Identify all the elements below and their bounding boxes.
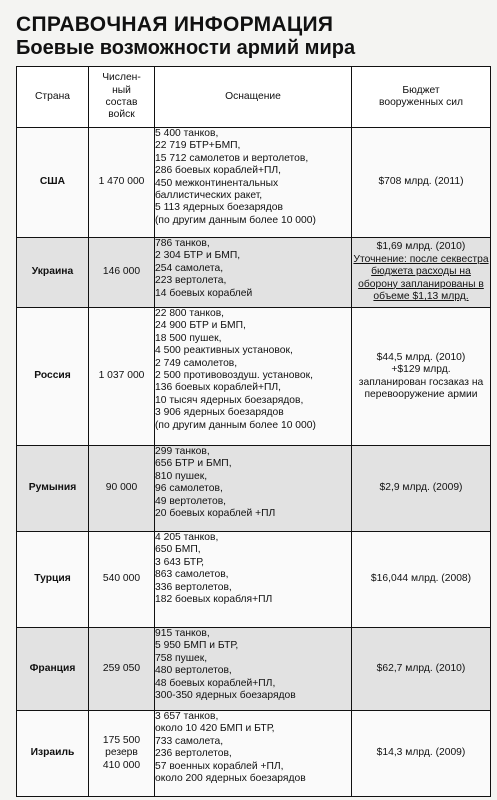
- equipment-line: 24 900 БТР и БМП,: [155, 320, 246, 332]
- equipment-line: 48 боевых кораблей+ПЛ,: [155, 677, 276, 689]
- troops-cell: [89, 711, 155, 797]
- budget-line: +$129 млрд.: [391, 364, 451, 376]
- budget-line: бюджета расходы на: [371, 266, 471, 278]
- heading: [16, 14, 486, 59]
- budget-cell: [352, 628, 491, 711]
- budget-line: $14,3 млрд. (2009): [376, 747, 466, 759]
- equipment-line: 480 вертолетов,: [155, 665, 232, 677]
- equipment-line: 182 боевых корабля+ПЛ: [155, 594, 273, 606]
- table-body: [17, 128, 491, 797]
- troops-line: резерв: [105, 747, 138, 759]
- troops-cell: [89, 532, 155, 628]
- equipment-line: 5 400 танков,: [155, 128, 219, 139]
- equipment-line: 4 205 танков,: [155, 532, 219, 543]
- troops-cell: [89, 238, 155, 308]
- equipment-line: 300-350 ядерных боезарядов: [155, 690, 296, 702]
- equipment-line: 336 вертолетов,: [155, 581, 232, 593]
- equipment-line: 733 самолета,: [155, 735, 224, 747]
- equipment-line: 3 657 танков,: [155, 711, 219, 722]
- equipment-line: 223 вертолета,: [155, 275, 227, 287]
- budget-cell: [352, 238, 491, 308]
- budget-header-line: вооруженных сил: [379, 97, 463, 108]
- equipment-cell: [155, 128, 352, 238]
- table-row: [17, 128, 491, 238]
- troops-cell: [89, 308, 155, 446]
- equipment-line: 299 танков,: [155, 446, 210, 457]
- equipment-line: 14 боевых кораблей: [155, 287, 253, 299]
- equipment-line: (по другим данным более 10 000): [155, 419, 316, 431]
- country-cell: Турция: [17, 532, 89, 628]
- troops-header-line: войск: [108, 109, 135, 121]
- country-cell: США: [17, 128, 89, 238]
- country-cell: Румыния: [17, 446, 89, 532]
- budget-line: $2,9 млрд. (2009): [379, 482, 463, 494]
- country-cell: Россия: [17, 308, 89, 446]
- section-title: СПРАВОЧНАЯ ИНФОРМАЦИЯ: [16, 13, 334, 36]
- equipment-line: около 200 ядерных боезарядов: [155, 773, 306, 785]
- troops-cell: [89, 128, 155, 238]
- col-header-budget: [352, 67, 491, 128]
- equipment-line: 136 боевых кораблей+ПЛ,: [155, 382, 282, 394]
- equipment-line: 4 500 реактивных установок,: [155, 345, 293, 357]
- budget-line: $62,7 млрд. (2010): [376, 662, 466, 674]
- country-cell: Украина: [17, 238, 89, 308]
- equipment-cell: [155, 628, 352, 711]
- equipment-line: 2 304 БТР и БМП,: [155, 250, 241, 262]
- army-table: [16, 66, 491, 797]
- troops-line: 410 000: [102, 759, 141, 771]
- equipment-line: 810 пушек,: [155, 470, 208, 482]
- equipment-line: 5 113 ядерных боезарядов: [155, 202, 283, 214]
- equipment-line: 15 712 самолетов и вертолетов,: [155, 152, 309, 164]
- budget-cell: [352, 532, 491, 628]
- table-row: [17, 628, 491, 711]
- equipment-line: 236 вертолетов,: [155, 748, 232, 760]
- troops-line: 259 050: [102, 662, 141, 674]
- equipment-line: 10 тысяч ядерных боезарядов,: [155, 394, 304, 406]
- equipment-cell: [155, 308, 352, 446]
- troops-cell: [89, 628, 155, 711]
- col-header-equipment: Оснащение: [155, 67, 352, 128]
- equipment-line: 2 500 противовоздуш. установок,: [155, 370, 313, 382]
- budget-cell: [352, 308, 491, 446]
- equipment-line: 22 719 БТР+БМП,: [155, 140, 241, 152]
- equipment-line: около 10 420 БМП и БТР,: [155, 723, 275, 735]
- troops-line: 146 000: [102, 266, 141, 278]
- equipment-line: 915 танков,: [155, 628, 210, 639]
- budget-line: перевооружение армии: [364, 388, 478, 400]
- troops-line: 540 000: [102, 573, 141, 585]
- equipment-line: 863 самолетов,: [155, 569, 229, 581]
- troops-cell: [89, 446, 155, 532]
- budget-line: $708 млрд. (2011): [378, 176, 464, 188]
- col-header-troops: [89, 67, 155, 128]
- country-cell: Франция: [17, 628, 89, 711]
- budget-cell: [352, 128, 491, 238]
- equipment-line: 3 643 БТР,: [155, 556, 204, 568]
- budget-cell: [352, 711, 491, 797]
- budget-cell: [352, 446, 491, 532]
- budget-line: запланирован госзаказ на: [358, 376, 484, 388]
- equipment-line: 20 боевых кораблей +ПЛ: [155, 508, 276, 520]
- equipment-line: 3 906 ядерных боезарядов: [155, 407, 284, 419]
- equipment-line: (по другим данным более 10 000): [155, 214, 316, 226]
- budget-header-line: Бюджет: [402, 84, 440, 96]
- troops-line: 1 470 000: [98, 176, 145, 188]
- equipment-line: 254 самолета,: [155, 262, 224, 274]
- budget-line: $1,69 млрд. (2010): [376, 241, 466, 253]
- col-header-country: Страна: [17, 67, 89, 128]
- table-header-row: [17, 67, 491, 128]
- budget-line: Уточнение: после секвестра: [353, 253, 489, 265]
- equipment-cell: [155, 711, 352, 797]
- country-cell: Израиль: [17, 711, 89, 797]
- equipment-line: 49 вертолетов,: [155, 495, 227, 507]
- equipment-cell: [155, 532, 352, 628]
- budget-line: $16,044 млрд. (2008): [370, 573, 472, 585]
- equipment-line: 786 танков,: [155, 238, 210, 249]
- table-row: [17, 308, 491, 446]
- equipment-line: 450 межконтинентальных: [155, 177, 279, 189]
- equipment-line: 2 749 самолетов,: [155, 357, 238, 369]
- troops-header-line: ный: [112, 84, 131, 96]
- budget-line: $44,5 млрд. (2010): [376, 351, 466, 363]
- equipment-line: 656 БТР и БМП,: [155, 458, 232, 470]
- table-row: [17, 532, 491, 628]
- equipment-line: 5 950 БМП и БТР,: [155, 640, 239, 652]
- budget-line: объеме $1,13 млрд.: [373, 291, 469, 303]
- equipment-line: 758 пушек,: [155, 652, 208, 664]
- equipment-line: 650 БМП,: [155, 544, 201, 556]
- equipment-line: 286 боевых кораблей+ПЛ,: [155, 165, 282, 177]
- equipment-cell: [155, 446, 352, 532]
- troops-header-line: Числен-: [102, 72, 141, 84]
- equipment-line: 22 800 танков,: [155, 308, 225, 319]
- table-row: [17, 446, 491, 532]
- equipment-line: 96 самолетов,: [155, 483, 223, 495]
- troops-line: 90 000: [105, 482, 138, 494]
- troops-line: 1 037 000: [98, 370, 145, 382]
- troops-header-line: состав: [105, 97, 138, 108]
- equipment-cell: [155, 238, 352, 308]
- equipment-line: 18 500 пушек,: [155, 332, 222, 344]
- budget-line: оборону запланированы в: [358, 278, 484, 290]
- table-row: [17, 238, 491, 308]
- equipment-line: баллистических ракет,: [155, 190, 263, 202]
- troops-line: 175 500: [102, 734, 141, 746]
- page-subtitle: Боевые возможности армий мира: [16, 37, 356, 59]
- table-row: [17, 711, 491, 797]
- equipment-line: 57 военных кораблей +ПЛ,: [155, 760, 284, 772]
